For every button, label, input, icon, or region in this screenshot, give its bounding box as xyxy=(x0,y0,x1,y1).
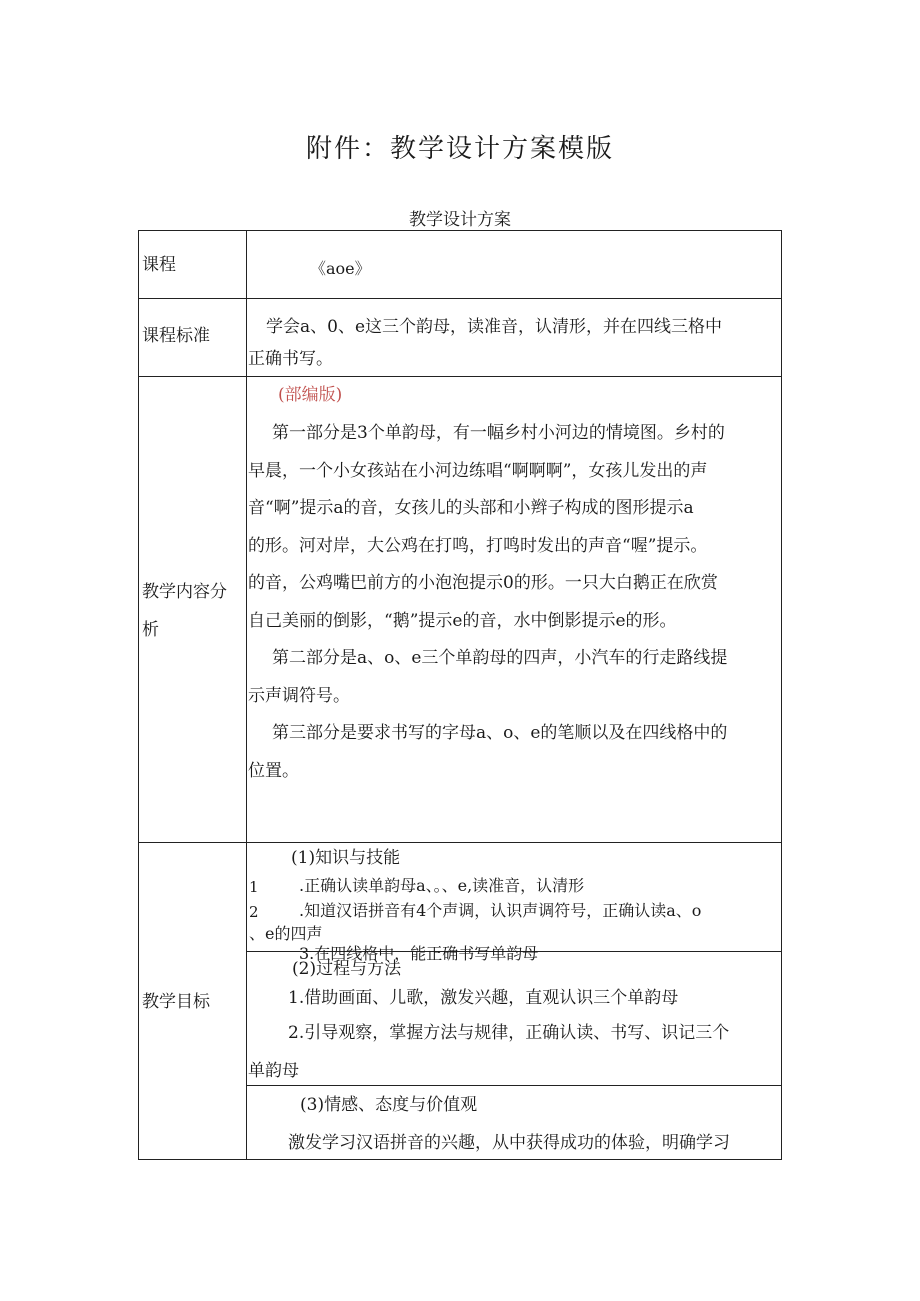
process-item-2-line1: 2.引导观察，掌握方法与规律，正确认读、书写、识记三个 xyxy=(288,1023,730,1043)
knowledge-heading: (1)知识与技能 xyxy=(291,848,401,868)
analysis-line: 第二部分是a、o、e三个单韵母的四声，小汽车的行走路线提 xyxy=(272,648,728,668)
knowledge-skills-cell xyxy=(247,843,781,963)
table-caption: 教学设计方案 xyxy=(409,210,511,230)
table-border-left xyxy=(138,230,139,1160)
knowledge-item-number: 1 xyxy=(249,878,259,896)
analysis-line: 示声调符号。 xyxy=(248,685,350,706)
course-label: 课程 xyxy=(142,255,176,275)
standard-text-line1: 学会a、0、e这三个韵母，读准音，认清形，并在四线三格中 xyxy=(266,317,723,337)
lesson-plan-table xyxy=(138,230,782,1160)
row-divider xyxy=(138,376,782,377)
analysis-label-line1: 教学内容分 xyxy=(142,582,227,602)
row-divider xyxy=(138,298,782,299)
document-title: 附件：教学设计方案模版 xyxy=(305,134,614,164)
table-border-top xyxy=(138,230,782,231)
standard-text-line2: 正确书写。 xyxy=(248,349,333,369)
knowledge-cut-line: 3.在四线格中，能正确书写单韵母 xyxy=(299,944,539,963)
knowledge-item-number: 2 xyxy=(249,903,259,921)
table-border-bottom xyxy=(138,1159,782,1160)
process-heading: (2)过程与方法 xyxy=(292,959,402,979)
analysis-line: 音“啊”提示a的音，女孩儿的头部和小辫子构成的图形提示a xyxy=(248,498,694,518)
course-value: 《aoe》 xyxy=(310,259,371,278)
emotion-text: 激发学习汉语拼音的兴趣，从中获得成功的体验，明确学习 xyxy=(288,1133,730,1153)
analysis-line: 早晨，一个小女孩站在小河边练唱“啊啊啊”，女孩儿发出的声 xyxy=(248,460,708,481)
analysis-line: 第一部分是3个单韵母，有一幅乡村小河边的情境图。乡村的 xyxy=(272,423,725,443)
analysis-line: 的形。河对岸，大公鸡在打鸣，打鸣时发出的声音“喔”提示。 xyxy=(248,535,708,556)
column-divider xyxy=(246,230,247,1160)
process-item-1: 1.借助画面、儿歌，激发兴趣，直观认识三个单韵母 xyxy=(288,988,679,1008)
goals-label: 教学目标 xyxy=(142,992,210,1012)
standard-label: 课程标准 xyxy=(142,326,210,346)
analysis-line: 位置。 xyxy=(248,760,299,781)
emotion-heading: (3)情感、态度与价值观 xyxy=(300,1095,478,1115)
analysis-line: 自己美丽的倒影，“鹅”提示e的音，水中倒影提示e的形。 xyxy=(248,610,677,631)
table-border-right xyxy=(781,230,782,1160)
knowledge-continuation: 、e的四声 xyxy=(249,924,323,943)
subrow-divider xyxy=(246,1085,782,1086)
analysis-line: 第三部分是要求书写的字母a、o、e的笔顺以及在四线格中的 xyxy=(272,723,728,743)
knowledge-item-text: .正确认读单韵母a、。、e,读准音，认清形 xyxy=(299,876,585,895)
knowledge-item-text: .知道汉语拼音有4个声调，认识声调符号，正确认读a、o xyxy=(299,901,702,920)
analysis-line: 的音，公鸡嘴巴前方的小泡泡提示0的形。一只大白鹅正在欣赏 xyxy=(248,573,718,593)
edition-note: (部编版) xyxy=(278,385,343,405)
analysis-paragraphs xyxy=(248,415,778,790)
process-item-2-line2: 单韵母 xyxy=(248,1061,299,1081)
analysis-label-line2: 析 xyxy=(142,620,159,640)
